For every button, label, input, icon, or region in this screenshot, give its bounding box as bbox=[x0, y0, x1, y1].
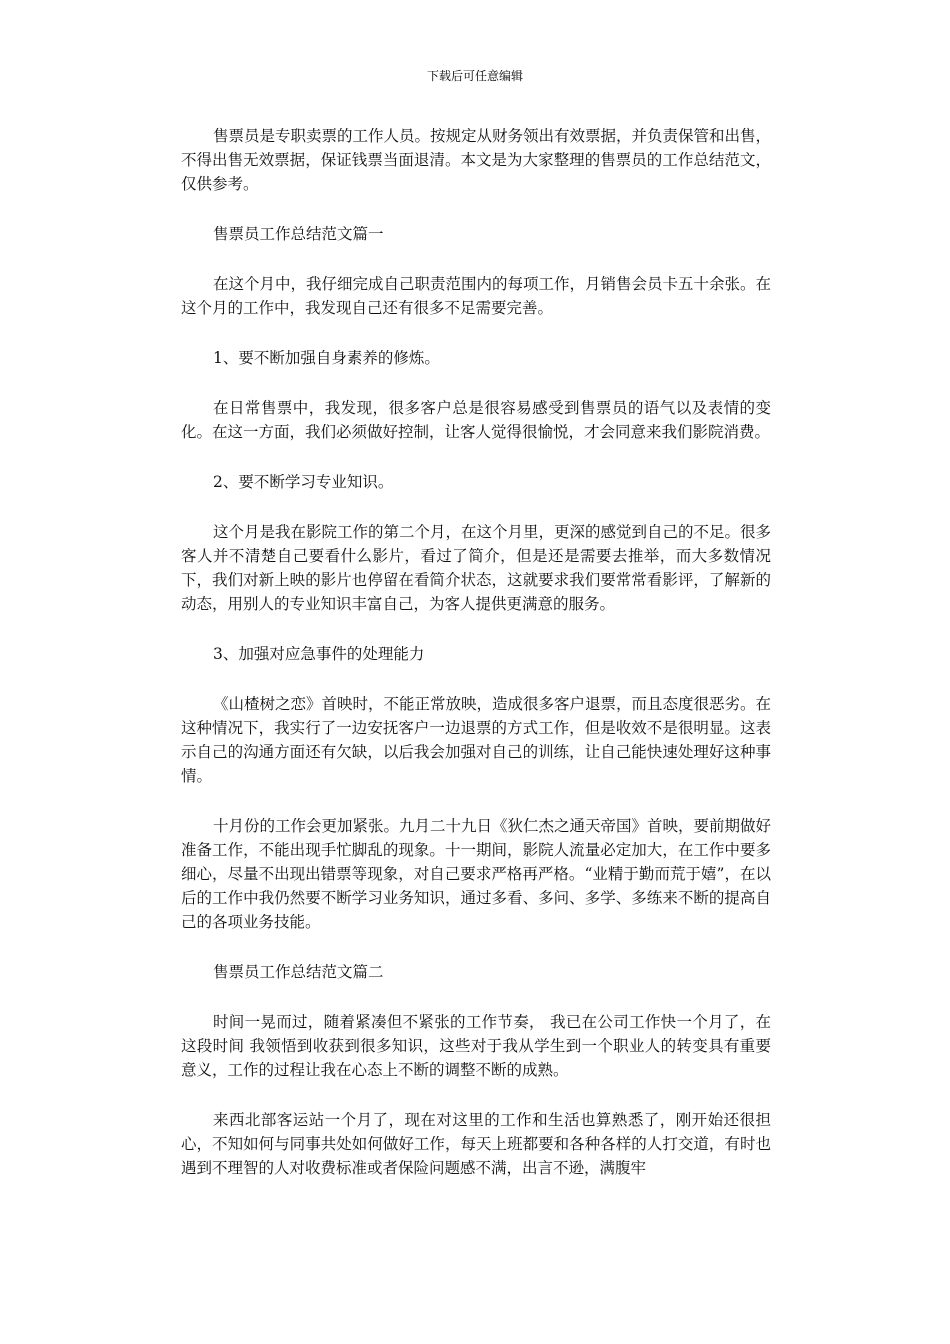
paragraph: 在日常售票中，我发现，很多客户总是很容易感受到售票员的语气以及表情的变化。在这一方面，我们必须做好控制，让客人觉得很愉悦，才会同意来我们影院消费。 bbox=[181, 399, 771, 441]
paragraph: 这个月是我在影院工作的第二个月，在这个月里，更深的感觉到自己的不足。很多客人并不清楚自己要看什么影片，看过了简介，但是还是需要去推举，而大多数情况下，我们对新上映的影片也停留在看简介状态，这就要求我们要常常看影评，了解新的动态，用别人的专业知识丰富自己，为客人提供更满意的服务。 bbox=[181, 523, 772, 613]
list-item-heading: 1、要不断加强自身素养的修炼。 bbox=[213, 349, 440, 367]
paragraph: 来西北部客运站一个月了，现在对这里的工作和生活也算熟悉了，刚开始还很担心，不知如何与同事共处如何做好工作，每天上班都要和各种各样的人打交道，有时也遇到不理智的人对收费标准或者保险问题感不满，出言不逊，满腹牢 bbox=[181, 1111, 771, 1177]
paragraph: 时间一晃而过，随着紧凑但不紧张的工作节奏， 我已在公司工作快一个月了，在这段时间 我领悟到收获到很多知识，这些对于我从学生到一个职业人的转变具有重要意义，工作的过程让我在心态上不断的调整不断的成熟。 bbox=[181, 1013, 771, 1079]
section-heading-2: 售票员工作总结范文篇二 bbox=[213, 963, 384, 981]
document-body bbox=[181, 124, 771, 1206]
paragraph: 在这个月中，我仔细完成自己职责范围内的每项工作，月销售会员卡五十余张。在这个月的工作中，我发现自己还有很多不足需要完善。 bbox=[181, 275, 772, 317]
paragraph-intro: 售票员是专职卖票的工作人员。按规定从财务领出有效票据，并负责保管和出售，不得出售无效票据，保证钱票当面退清。本文是为大家整理的售票员的工作总结范文，仅供参考。 bbox=[181, 127, 772, 193]
page-header: 下载后可任意编辑 bbox=[426, 69, 523, 83]
section-heading-1: 售票员工作总结范文篇一 bbox=[213, 225, 384, 243]
paragraph: 《山楂树之恋》首映时，不能正常放映，造成很多客户退票，而且态度很恶劣。在这种情况下，我实行了一边安抚客户一边退票的方式工作，但是收效不是很明显。这表示自己的沟通方面还有欠缺，以后我会加强对自己的训练，让自己能快速处理好这种事情。 bbox=[181, 695, 772, 785]
list-item-heading: 2、要不断学习专业知识。 bbox=[213, 473, 394, 491]
list-item-heading: 3、加强对应急事件的处理能力 bbox=[213, 645, 425, 663]
paragraph: 十月份的工作会更加紧张。九月二十九日《狄仁杰之通天帝国》首映，要前期做好准备工作，不能出现手忙脚乱的现象。十一期间，影院人流量必定加大，在工作中要多细心，尽量不出现出错票等现象，对自己要求严格再严格。“业精于勤而荒于嬉”，在以后的工作中我仍然要不断学习业务知识，通过多看、多问、多学、多练来不断的提高自己的各项业务技能。 bbox=[181, 817, 772, 931]
